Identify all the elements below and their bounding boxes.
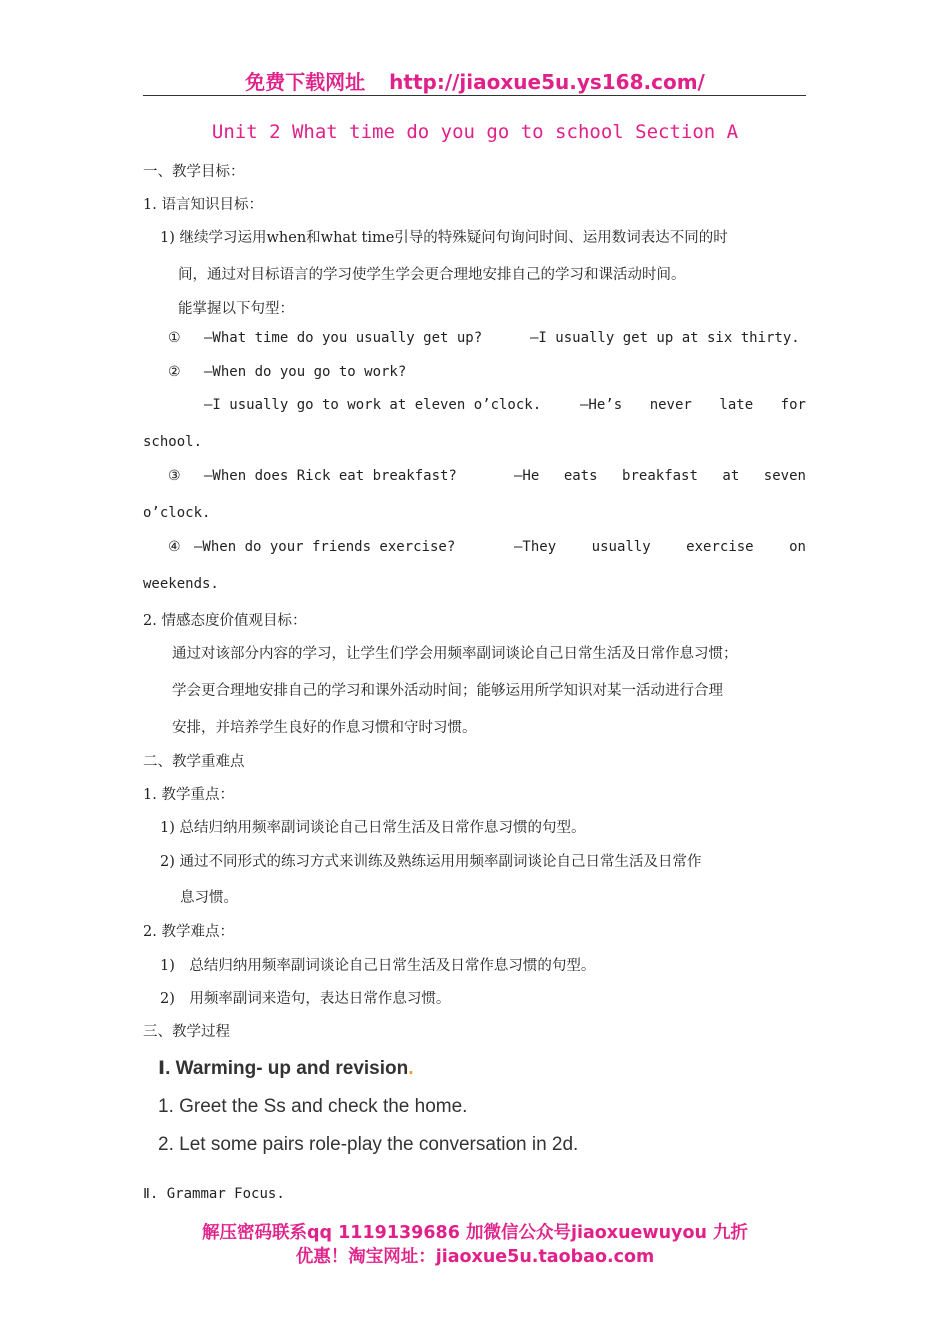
- sentence-question: —When do you go to work?: [204, 364, 407, 380]
- slide-item: 2. Let some pairs role-play the conversation in 2d.: [158, 1134, 579, 1155]
- list-item: 2) 通过不同形式的练习方式来训练及熟练运用用频率副词谈论自己日常生活及日常作: [160, 854, 702, 870]
- word: —He’s: [580, 397, 623, 413]
- list-item-continuation: 息习惯。: [180, 890, 238, 906]
- sentence-question: —What time do you usually get up?: [204, 330, 483, 346]
- sentence-number: ③: [168, 468, 181, 484]
- section-teaching-goals: 一、教学目标：: [143, 164, 245, 180]
- sentence-answer-justified: [580, 397, 806, 413]
- sentence-answer: —I usually go to work at eleven o’clock.: [204, 397, 542, 413]
- word: seven: [763, 468, 806, 484]
- slide-heading-dot: .: [408, 1058, 414, 1079]
- subsection-focus: 1. 教学重点：: [143, 787, 234, 803]
- word: eats: [563, 468, 598, 484]
- paragraph-line: 通过对该部分内容的学习，让学生们学会用频率副词谈论自己日常生活及日常作息习惯；: [172, 646, 738, 662]
- sentence-answer-justified: [514, 468, 806, 484]
- sentence-answer: —I usually get up at six thirty.: [530, 330, 800, 346]
- word: breakfast: [622, 468, 698, 484]
- paragraph-line: 安排，并培养学生良好的作息习惯和守时习惯。: [172, 720, 477, 736]
- header-divider: [143, 95, 806, 96]
- sentence-number: ①: [168, 330, 181, 346]
- sentence-continuation: o’clock.: [143, 505, 211, 521]
- section-key-points: 二、教学重难点: [143, 754, 245, 770]
- slide-heading: Ⅰ. Warming- up and revision.: [158, 1058, 414, 1079]
- subsection-attitude-goals: 2. 情感态度价值观目标：: [143, 613, 307, 629]
- sentence-number: ②: [168, 364, 181, 380]
- list-item: 1) 总结归纳用频率副词谈论自己日常生活及日常作息习惯的句型。: [160, 820, 586, 836]
- list-item: 2) 用频率副词来造句，表达日常作息习惯。: [160, 991, 451, 1007]
- subsection-difficulty: 2. 教学难点：: [143, 924, 234, 940]
- section-grammar-focus: Ⅱ. Grammar Focus.: [143, 1186, 285, 1202]
- slide-item: 1. Greet the Ss and check the home.: [158, 1096, 468, 1117]
- paragraph-line: 能掌握以下句型：: [178, 301, 294, 317]
- footer-line: 优惠！淘宝网址：jiaoxue5u.taobao.com: [295, 1247, 655, 1267]
- paragraph-line: 间，通过对目标语言的学习使学生学会更合理地安排自己的学习和课活动时间。: [178, 267, 686, 283]
- word: never: [649, 397, 692, 413]
- word: late: [719, 397, 754, 413]
- word: at: [722, 468, 740, 484]
- word: exercise: [686, 539, 754, 555]
- footer-line: 解压密码联系qq 1119139686 加微信公众号jiaoxuewuyou 九折: [201, 1223, 749, 1243]
- subsection-language-goals: 1. 语言知识目标：: [143, 197, 263, 213]
- header-label: 免费下载网址: [245, 70, 366, 94]
- sentence-question: —When do your friends exercise?: [194, 539, 456, 555]
- sentence-continuation: school.: [143, 434, 203, 450]
- document-title: Unit 2 What time do you go to school Section A: [211, 121, 739, 143]
- paragraph-line: 学会更合理地安排自己的学习和课外活动时间；能够运用所学知识对某一活动进行合理: [172, 683, 723, 699]
- sentence-number: ④: [168, 539, 181, 555]
- word: on: [789, 539, 806, 555]
- word: for: [780, 397, 806, 413]
- sentence-continuation: weekends.: [143, 576, 219, 592]
- word: —They: [514, 539, 557, 555]
- sentence-question: —When does Rick eat breakfast?: [204, 468, 457, 484]
- list-item: 1) 总结归纳用频率副词谈论自己日常生活及日常作息习惯的句型。: [160, 958, 596, 974]
- sentence-answer-justified: [514, 539, 806, 555]
- header-url[interactable]: http://jiaoxue5u.ys168.com/: [389, 70, 705, 94]
- word: usually: [591, 539, 651, 555]
- word: —He: [514, 468, 540, 484]
- paragraph-line: 1) 继续学习运用when和what time引导的特殊疑问句询问时间、运用数词表达不同的时: [160, 230, 728, 246]
- section-teaching-process: 三、教学过程: [143, 1024, 230, 1040]
- page-header: [0, 66, 950, 95]
